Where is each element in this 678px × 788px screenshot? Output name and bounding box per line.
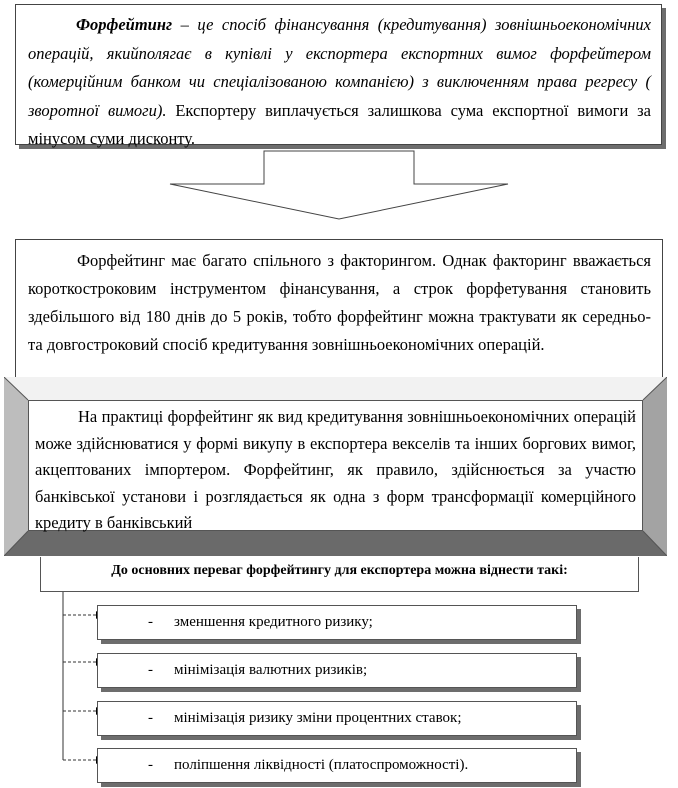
benefit-item-currency-risk	[97, 653, 577, 688]
definition-italic-text: – це спосіб фінансування (кредитування) зовнішньоекономічних операцій, якийполягає в купівлі у експортера експортних вимог форфейтером (комерційним банком чи спеціалізованою компанією) з виключенням права регресу ( зворотної вимоги).	[28, 15, 651, 120]
practice-text: На практиці форфейтинг як вид кредитування зовнішньоекономічних операцій може здійснюватися у формі викупу в експортера векселів та інших боргових вимог, акцептованих імпортером. Форфейтинг, як правило, здійснюється за участю банківської установи і розглядається як одна з форм трансформації комерційного кредиту в банківський	[35, 407, 636, 533]
benefit-label: мінімізація валютних ризиків;	[174, 662, 368, 678]
benefit-item-credit-risk	[97, 605, 577, 640]
benefit-label: мінімізація ризику зміни процентних ставок;	[174, 710, 462, 726]
benefit-dash: -	[148, 757, 153, 773]
benefit-dash: -	[148, 710, 153, 726]
definition-term: Форфейтинг	[76, 15, 173, 34]
benefit-dash: -	[148, 614, 153, 630]
definition-plain-text: Експортеру виплачується залишкова сума експортної вимоги за мінусом суми дисконту.	[28, 100, 651, 149]
benefit-item-interest-risk	[97, 701, 577, 736]
benefit-item-liquidity	[97, 748, 577, 783]
factoring-text: Форфейтинг має багато спільного з факторингом. Однак факторинг вважається короткостроковим інструментом фінансування, а строк форфетування становить здебільшого від 180 днів до 5 років, тобто форфейтинг можна трактувати як середньо- та довгостроковий спосіб кредитування зовнішньоекономічних операцій.	[28, 251, 651, 354]
benefit-label: поліпшення ліквідності (платоспроможності).	[174, 757, 469, 773]
benefits-header-text: До основних переваг форфейтингу для експортера можна віднести такі:	[111, 563, 568, 578]
benefit-label: зменшення кредитного ризику;	[174, 614, 373, 630]
benefit-dash: -	[148, 662, 153, 678]
